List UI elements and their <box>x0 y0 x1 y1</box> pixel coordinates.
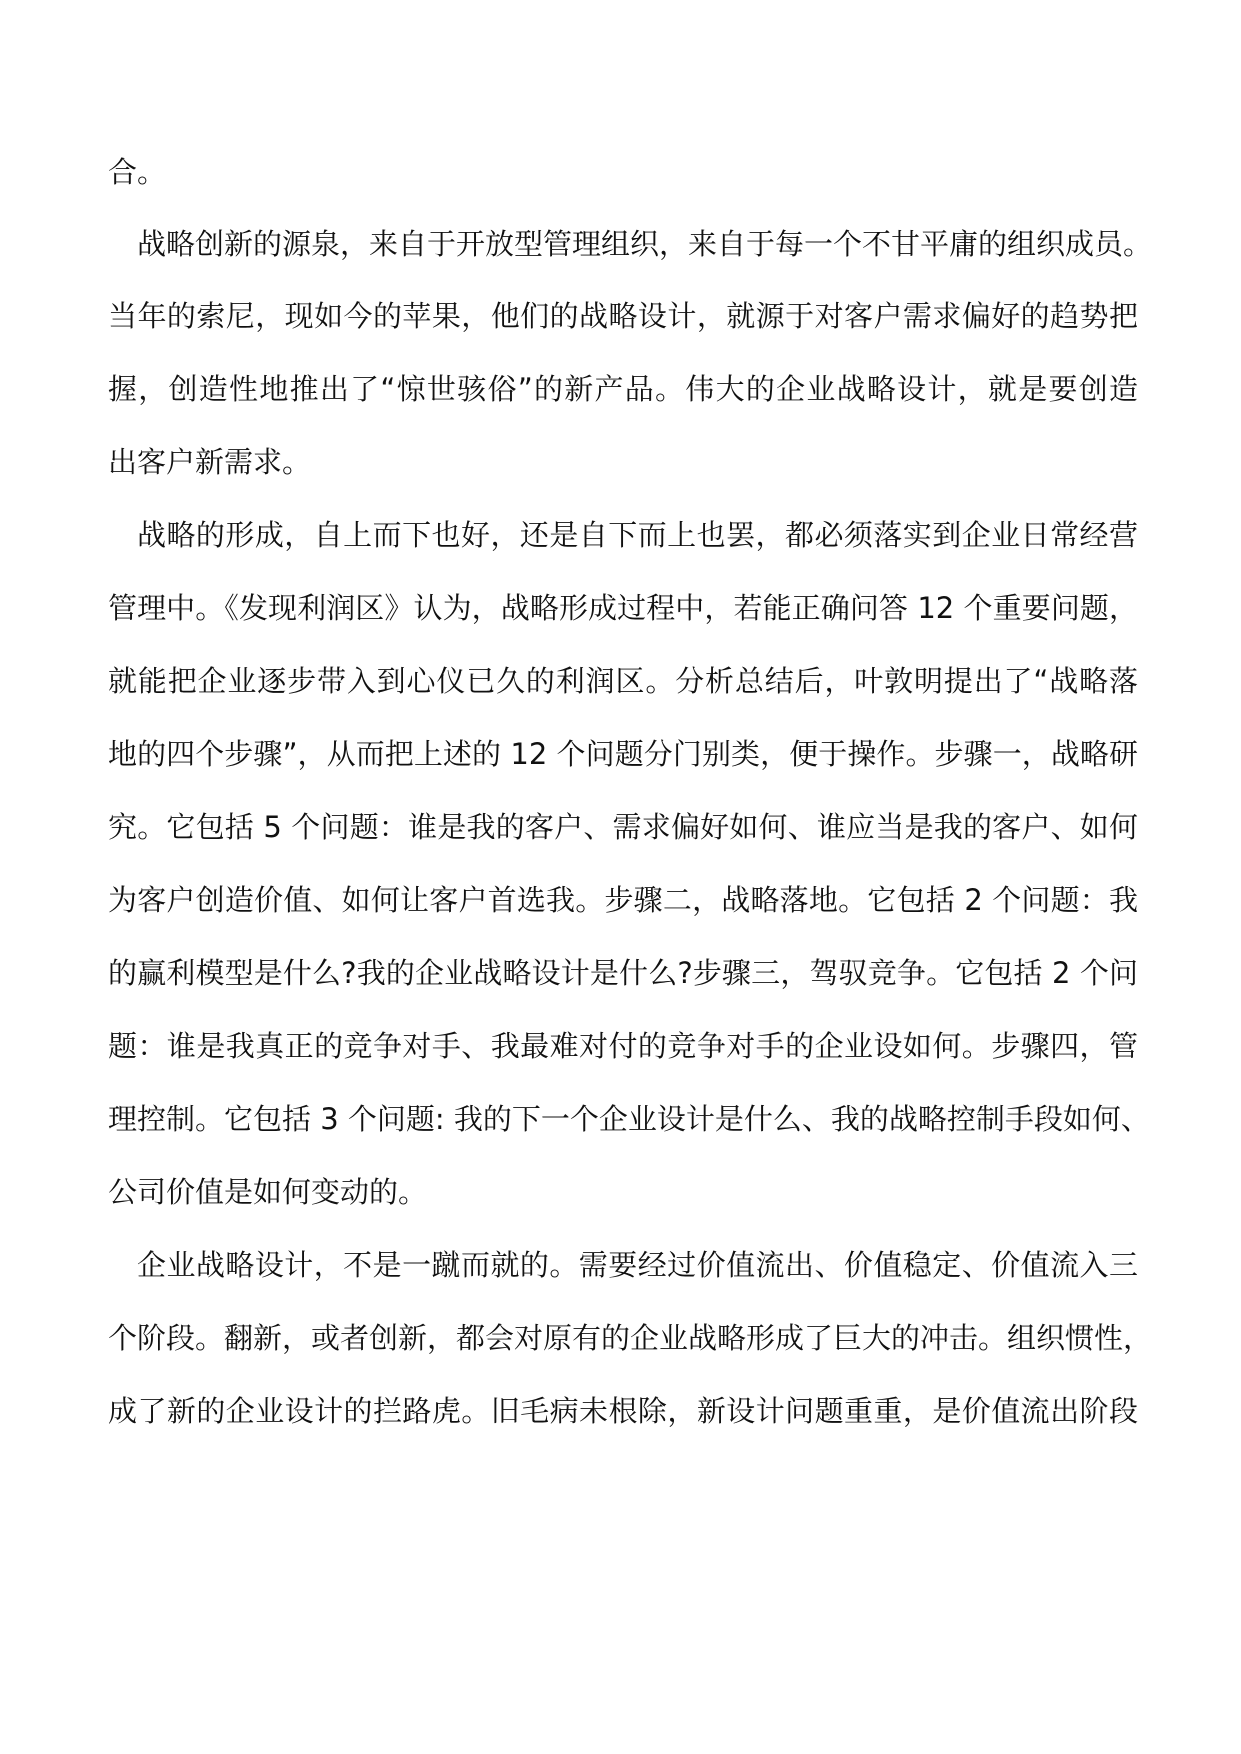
text-line: 地的四个步骤”，从而把上述的 12 个问题分门别类，便于操作。步骤一，战略研 <box>108 737 1138 771</box>
text-line: 为客户创造价值、如何让客户首选我。步骤二，战略落地。它包括 2 个问题：我 <box>108 883 1138 917</box>
text-line: 合。 <box>108 155 167 189</box>
text-line: 管理中。《发现利润区》认为，战略形成过程中，若能正确问答 12 个重要问题， <box>108 591 1138 625</box>
text-line: 理控制。它包括 3 个问题: 我的下一个企业设计是什么、我的战略控制手段如何、 <box>108 1102 1150 1136</box>
text-line: 战略的形成，自上而下也好，还是自下而上也罢，都必须落实到企业日常经营 <box>137 518 1138 552</box>
text-line: 战略创新的源泉，来自于开放型管理组织，来自于每一个不甘平庸的组织成员。 <box>137 227 1153 261</box>
text-line: 出客户新需求。 <box>108 445 312 479</box>
text-line: 成了新的企业设计的拦路虎。旧毛病未根除，新设计问题重重，是价值流出阶段 <box>108 1394 1138 1428</box>
text-line: 企业战略设计，不是一蹴而就的。需要经过价值流出、价值稳定、价值流入三 <box>137 1248 1138 1282</box>
text-line: 题：谁是我真正的竞争对手、我最难对付的竞争对手的企业设如何。步骤四，管 <box>108 1029 1138 1063</box>
text-line: 公司价值是如何变动的。 <box>108 1175 428 1209</box>
text-line: 究。它包括 5 个问题：谁是我的客户、需求偏好如何、谁应当是我的客户、如何 <box>108 810 1138 844</box>
text-line: 的赢利模型是什么?我的企业战略设计是什么?步骤三，驾驭竞争。它包括 2 个问 <box>108 956 1138 990</box>
text-line: 就能把企业逐步带入到心仪已久的利润区。分析总结后，叶敦明提出了“战略落 <box>108 664 1138 698</box>
text-line: 当年的索尼，现如今的苹果，他们的战略设计，就源于对客户需求偏好的趋势把 <box>108 299 1138 333</box>
text-line: 个阶段。翻新，或者创新，都会对原有的企业战略形成了巨大的冲击。组织惯性， <box>108 1321 1153 1355</box>
text-line: 握，创造性地推出了“惊世骇俗”的新产品。伟大的企业战略设计，就是要创造 <box>108 372 1138 406</box>
